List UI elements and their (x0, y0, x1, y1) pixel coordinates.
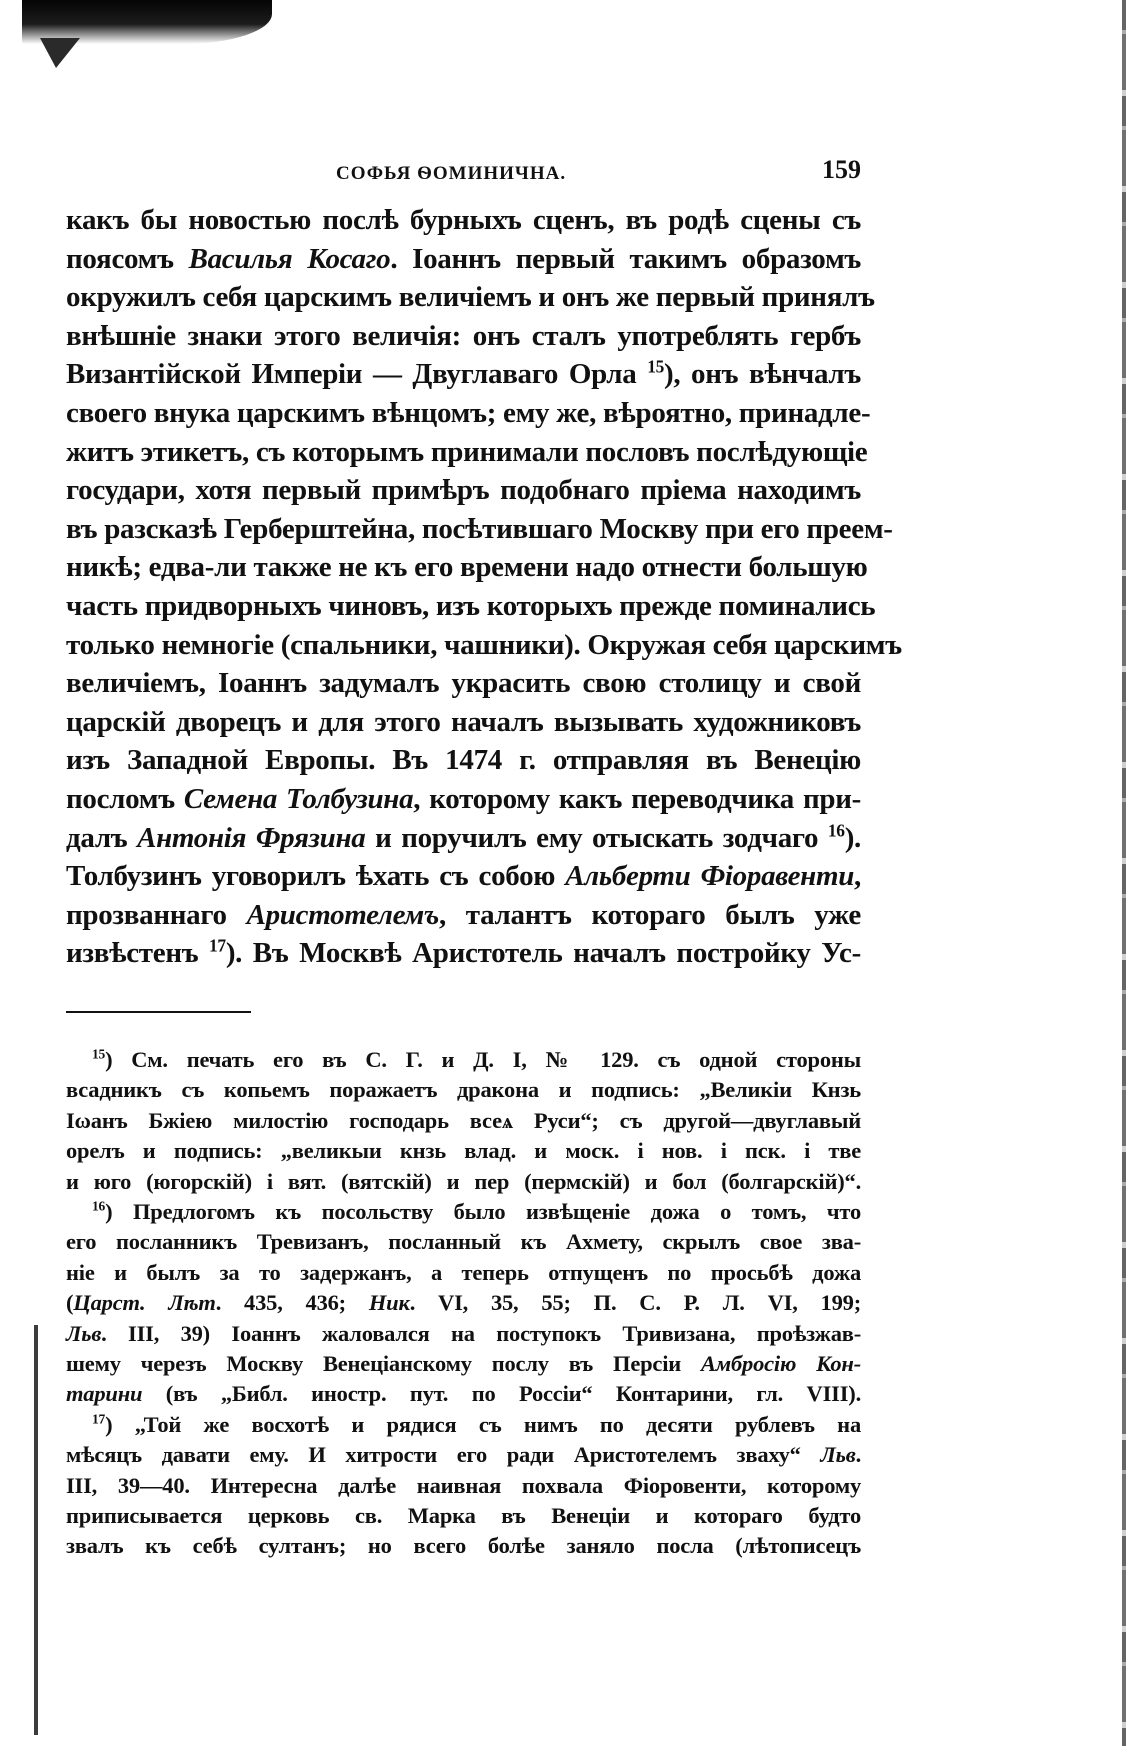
text-run: ). (844, 821, 862, 854)
text-run: . VI, 35, 55; П. С. Р. Л. VI, 199; (409, 1290, 861, 1316)
text-run: Іωанъ Бжіею милостію господарь всеѧ Руси“; съ другой—двуглавый (66, 1107, 861, 1133)
text-run: государи, хотя первый примѣръ подобнаго пріема находимъ (66, 474, 861, 507)
text-run: никѣ; едва-ли также не къ его времени надо отнести большую (66, 551, 868, 584)
text-run: величіемъ, Іоаннъ задумалъ украсить свою столицу и свой (66, 667, 861, 700)
text-line (66, 626, 902, 665)
text-run: поясомъ (66, 242, 189, 275)
text-run: мѣсяцъ давати ему. И хитрости его ради Аристотелемъ зваху“ (66, 1442, 821, 1468)
italic-name: Семена Толбузина (183, 782, 414, 815)
text-run: извѣстенъ (66, 937, 210, 970)
text-run: его посланникъ Тревизанъ, посланный къ Ахмету, скрылъ свое зва- (66, 1229, 861, 1255)
italic-name: Льв (66, 1320, 102, 1346)
footnote-line (66, 1319, 861, 1349)
text-run: далъ (66, 821, 138, 854)
footnote-line (66, 1440, 861, 1470)
text-run: шему черезъ Москву Венеціанскому послу въ Персіи (66, 1350, 701, 1376)
text-line (66, 278, 875, 317)
scan-artifact-tail (40, 38, 80, 68)
text-run: Толбузинъ уговорилъ ѣхать съ собою (66, 860, 566, 893)
italic-name: Антонія Фрязина (137, 821, 366, 854)
text-run: Византійской Имперіи — Двуглаваго Орла (66, 358, 648, 391)
text-line (66, 394, 871, 433)
text-line (66, 587, 876, 626)
text-run: , (854, 860, 861, 893)
footnote-marker: 15 (647, 356, 664, 377)
text-run: ) См. печать его въ С. Г. и Д. I, № 129. съ одной стороны (105, 1046, 861, 1072)
footnote-line (66, 1379, 861, 1409)
italic-name: Льв (820, 1442, 856, 1468)
footnote-line (66, 1045, 861, 1075)
footnote-line (66, 1075, 861, 1105)
text-run: ) Предлогомъ къ посольству было извѣщеніе дожа о томъ, что (105, 1198, 861, 1224)
text-run: , которому какъ переводчика при- (413, 782, 861, 815)
page-edge-left (34, 1325, 38, 1735)
text-line (66, 510, 893, 549)
text-line (66, 201, 861, 240)
italic-name: Аристотелемъ (246, 898, 439, 931)
footnote-line (66, 1258, 861, 1288)
footnote-line (66, 1501, 861, 1531)
text-run: (въ „Библ. иностр. пут. по Россіи“ Контарини, гл. VIII). (142, 1381, 861, 1407)
text-line (66, 433, 868, 472)
footnote-marker: 15 (92, 1046, 106, 1062)
text-run: орелъ и подпись: „великыи кнзь влад. и моск. і нов. і пск. і тве (66, 1138, 861, 1164)
text-run: и юго (югорскій) і вят. (вятскій) и пер (пермскій) и бол (болгарскій)“. (66, 1168, 861, 1194)
text-run: ), онъ вѣнчалъ (663, 358, 861, 391)
text-line (66, 317, 861, 356)
italic-name: тарини (66, 1381, 143, 1407)
text-run: житъ этикетъ, съ которымъ принимали пословъ послѣдующіе (66, 435, 868, 468)
text-run: , талантъ котораго былъ уже (438, 898, 861, 931)
text-run: какъ бы новостью послѣ бурныхъ сценъ, въ родѣ сцены съ (66, 204, 861, 236)
text-run: часть придворныхъ чиновъ, изъ которыхъ прежде поминались (66, 589, 876, 622)
text-run: . (855, 1442, 861, 1468)
footnote-line (66, 1288, 861, 1318)
text-run: ніе и былъ за то задержанъ, а теперь отпущенъ по просьбѣ дожа (66, 1259, 861, 1285)
footnote-marker: 17 (209, 935, 226, 956)
text-run: изъ Западной Европы. Въ 1474 г. отправляя въ Венецію (66, 744, 861, 777)
italic-name: Ник (368, 1290, 410, 1316)
text-line (66, 934, 861, 973)
text-line (66, 471, 861, 510)
text-run: внѣшніе знаки этого величія: онъ сталъ употреблять гербъ (66, 319, 861, 352)
footnotes (66, 1045, 861, 1562)
text-line (66, 896, 861, 935)
footnote-line (66, 1471, 861, 1501)
book-page (66, 155, 902, 1562)
text-run: своего внука царскимъ вѣнцомъ; ему же, вѣроятно, принадле- (66, 396, 871, 429)
italic-name: Василья Косаго (188, 242, 391, 275)
main-text (66, 201, 902, 973)
footnote-line (66, 1197, 861, 1227)
page-number: 159 (822, 155, 861, 184)
footnote-line (66, 1106, 861, 1136)
italic-name: Амбросію Кон- (700, 1350, 861, 1376)
text-run: . III, 39) Іоаннъ жаловался на поступокъ Тривизана, проѣзжав- (101, 1320, 861, 1346)
footnote-marker: 16 (827, 819, 845, 840)
footnote-marker: 17 (92, 1411, 106, 1427)
text-line (66, 741, 861, 780)
text-line (66, 780, 861, 819)
text-run: окружилъ себя царскимъ величіемъ и онъ же первый принялъ (66, 281, 875, 314)
text-run: ( (66, 1290, 74, 1316)
text-run: ). Въ Москвѣ Аристотель началъ постройку Ус- (225, 937, 861, 970)
footnote-line (66, 1167, 861, 1197)
text-run: звалъ къ себѣ султанъ; но всего болѣе заняло посла (лѣтописецъ (66, 1533, 861, 1559)
text-run: царскій дворецъ и для этого началъ вызывать художниковъ (66, 705, 861, 738)
scan-artifact (22, 0, 272, 44)
text-line (66, 240, 861, 279)
text-line (66, 664, 861, 703)
footnote-line (66, 1136, 861, 1166)
running-head (66, 155, 861, 191)
footnote-line (66, 1531, 861, 1561)
page-edge-right (1122, 0, 1126, 1746)
text-line (66, 355, 861, 394)
italic-name: Царст. Лѣт (73, 1290, 216, 1316)
footnote-line (66, 1410, 861, 1440)
text-run: посломъ (66, 782, 184, 815)
text-run: прозваннаго (66, 898, 247, 931)
italic-name: Альберти Фіоравенти (565, 860, 855, 893)
text-run: ) „Той же восхотѣ и рядися съ нимъ по десяти рублевъ на (105, 1411, 861, 1437)
text-run: . 435, 436; (215, 1290, 369, 1316)
text-run: . Іоаннъ первый такимъ образомъ (390, 242, 862, 275)
text-line (66, 857, 861, 896)
footnote-line (66, 1227, 861, 1257)
text-run: только немногіе (спальники, чашники). Окружая себя царскимъ (66, 628, 902, 661)
text-run: и поручилъ ему отыскать зодчаго (365, 821, 828, 854)
text-line (66, 819, 861, 858)
footnote-line (66, 1349, 861, 1379)
text-run: всадникъ съ копьемъ поражаетъ дракона и подпись: „Великіи Кнзь (66, 1077, 861, 1103)
text-line (66, 703, 861, 742)
footnote-rule (66, 1011, 251, 1013)
text-run: приписывается церковь св. Марка въ Венеціи и котораго будто (66, 1502, 861, 1528)
footnote-marker: 16 (92, 1198, 106, 1214)
text-run: въ разсказѣ Герберштейна, посѣтившаго Москву при его преем- (66, 512, 893, 545)
running-head-title: СОФЬЯ ѲОМИНИЧНА. (336, 163, 567, 184)
text-run: III, 39—40. Интересна далѣе наивная похвала Фіоровенти, которому (66, 1472, 861, 1498)
text-line (66, 548, 868, 587)
